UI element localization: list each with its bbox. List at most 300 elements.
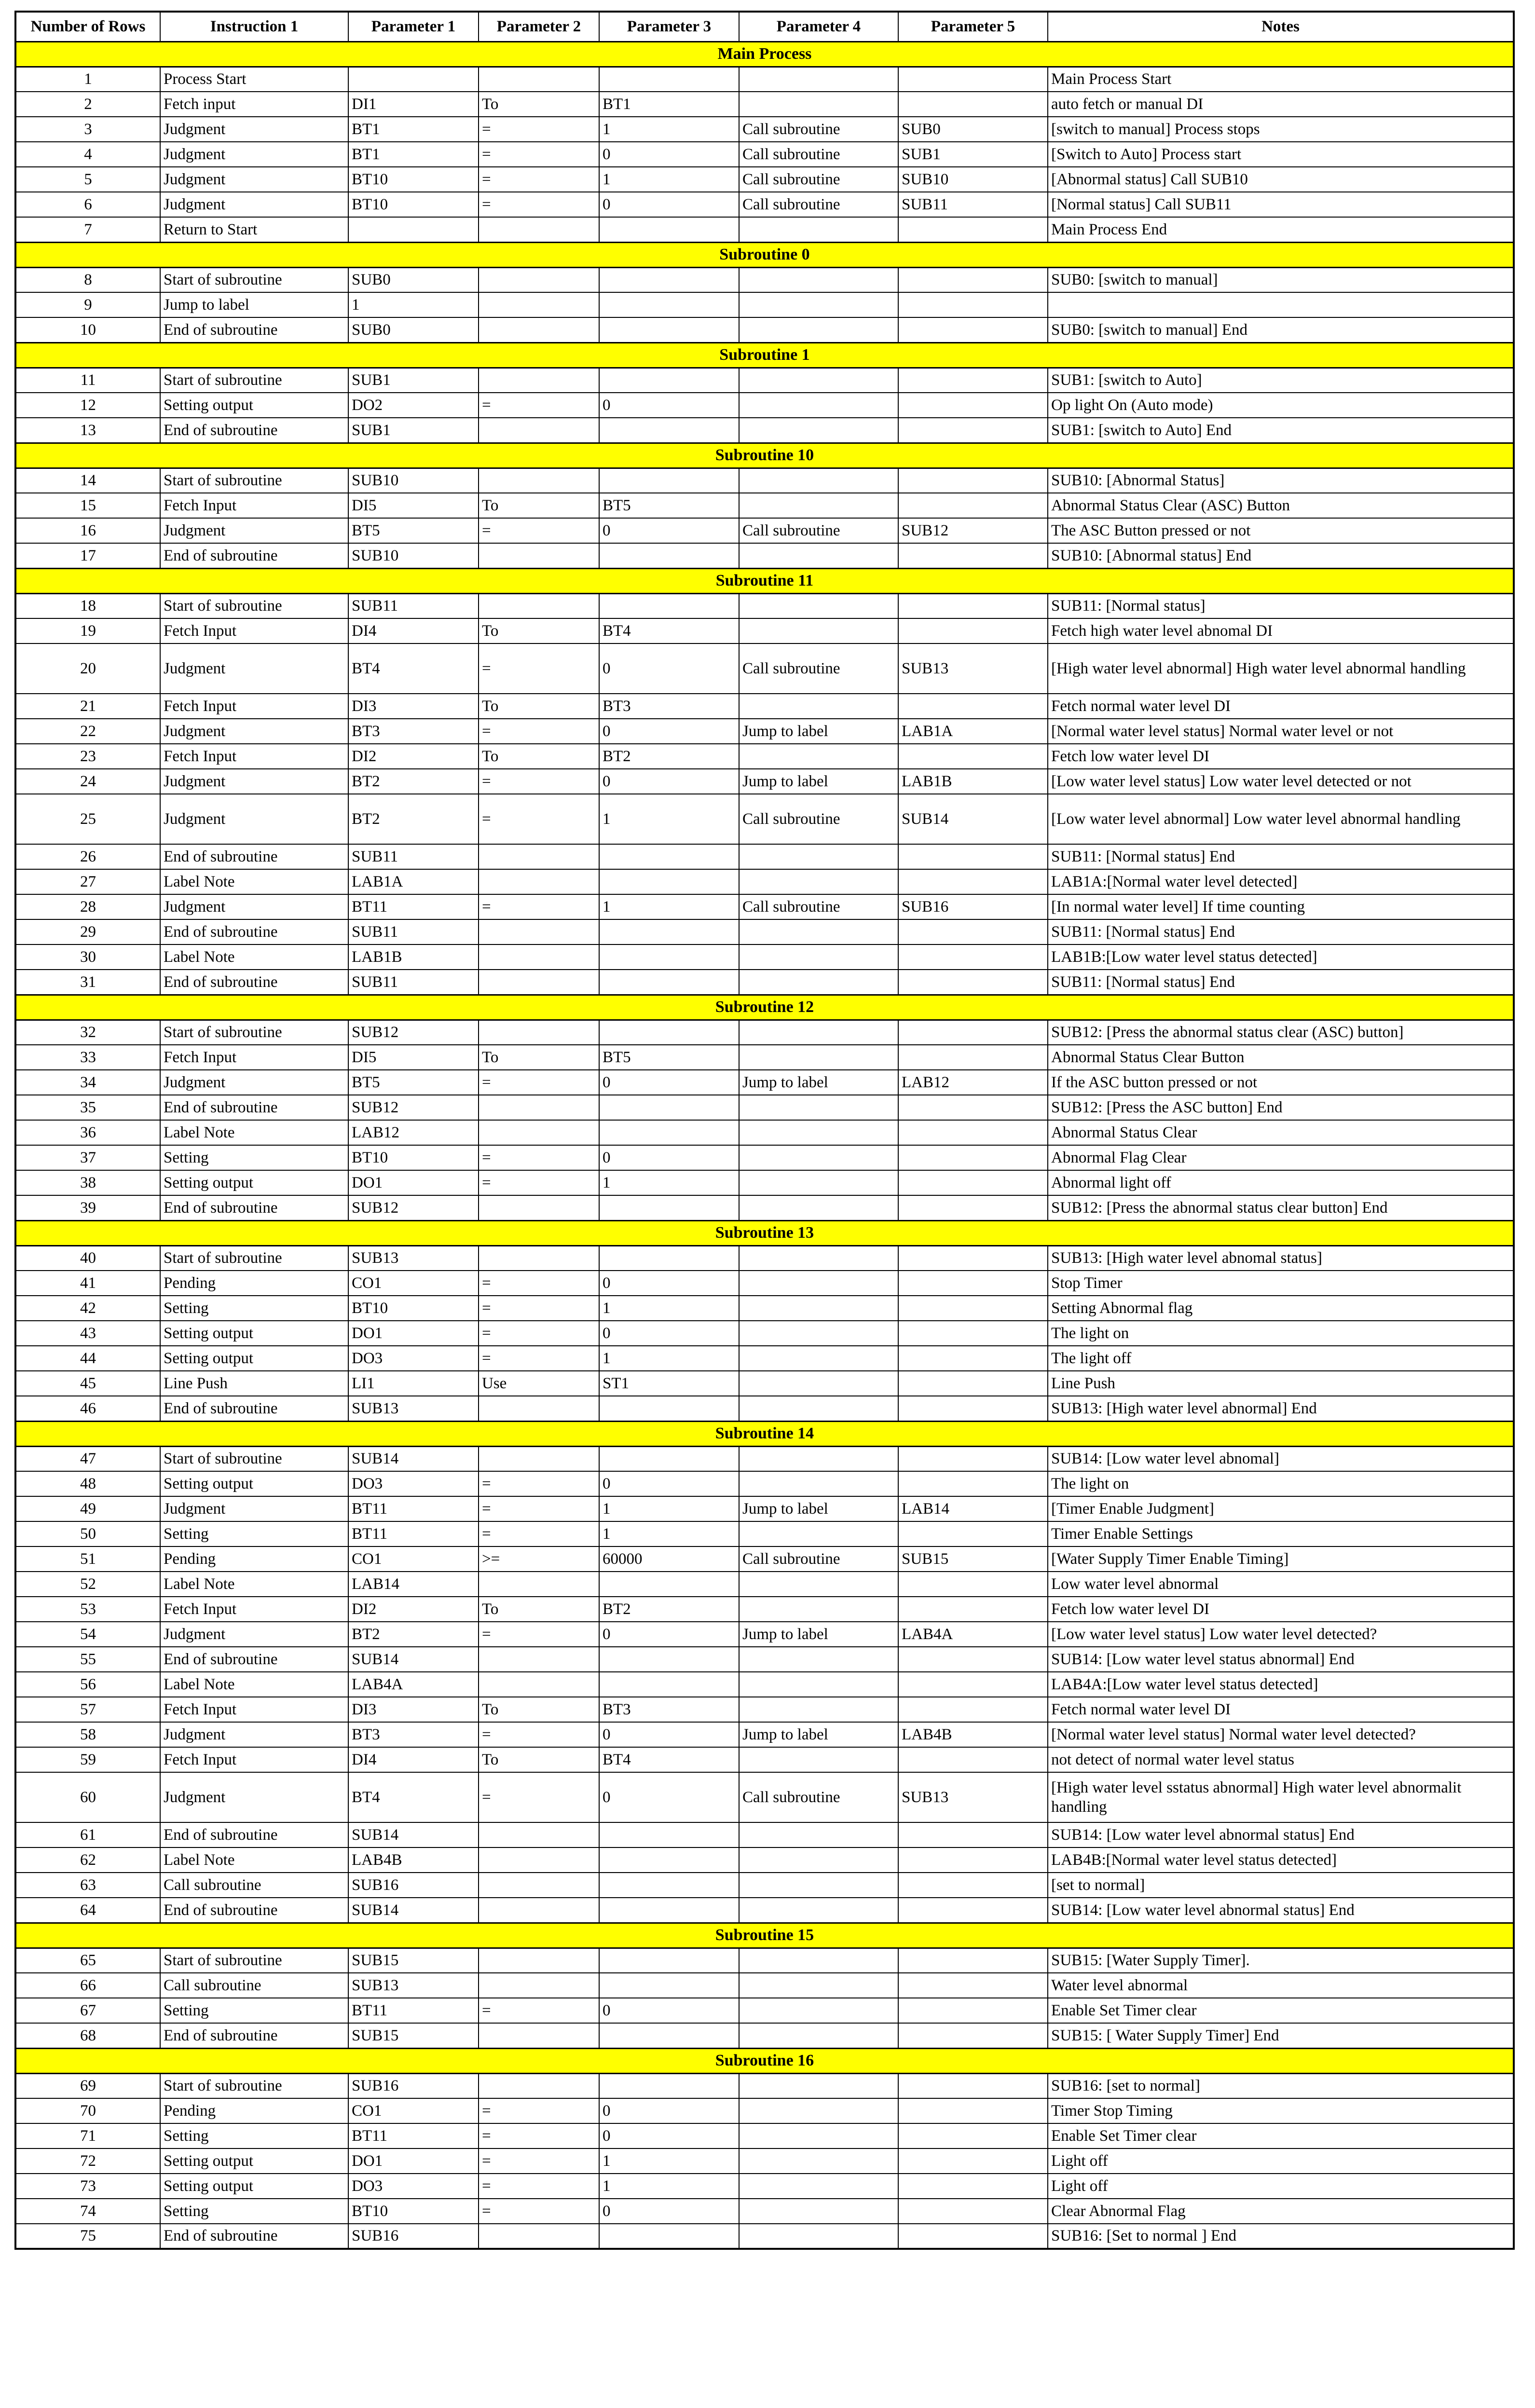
parameter-4-cell <box>739 2123 898 2148</box>
row-number-cell: 17 <box>15 543 160 568</box>
instruction-cell: Judgment <box>160 117 348 142</box>
parameter-1-cell: SUB11 <box>348 919 479 944</box>
parameter-4-cell <box>739 1296 898 1321</box>
parameter-4-cell <box>739 593 898 618</box>
table-row <box>15 1471 1514 1496</box>
row-number-cell: 52 <box>15 1572 160 1597</box>
parameter-3-cell <box>599 1245 739 1271</box>
parameter-3-cell <box>599 1847 739 1873</box>
notes-cell: Abnormal Status Clear (ASC) Button <box>1048 493 1514 518</box>
parameter-3-cell <box>599 1822 739 1847</box>
parameter-5-cell: LAB14 <box>898 1496 1048 1521</box>
notes-cell: Timer Enable Settings <box>1048 1521 1514 1546</box>
parameter-4-cell: Call subroutine <box>739 167 898 192</box>
table-row <box>15 618 1514 643</box>
table-row <box>15 317 1514 342</box>
parameter-3-cell <box>599 844 739 869</box>
parameter-3-cell: 0 <box>599 1271 739 1296</box>
section-header-row <box>15 1220 1514 1245</box>
notes-cell: SUB15: [Water Supply Timer]. <box>1048 1948 1514 1973</box>
instruction-cell: Label Note <box>160 1120 348 1145</box>
parameter-4-cell: Call subroutine <box>739 117 898 142</box>
parameter-4-cell: Call subroutine <box>739 794 898 844</box>
instruction-cell: Judgment <box>160 1496 348 1521</box>
parameter-3-cell: BT4 <box>599 618 739 643</box>
parameter-4-cell: Jump to label <box>739 1496 898 1521</box>
row-number-cell: 24 <box>15 769 160 794</box>
parameter-1-cell: SUB0 <box>348 267 479 292</box>
parameter-1-cell: DI3 <box>348 694 479 719</box>
section-header-row <box>15 1421 1514 1446</box>
instruction-cell: Fetch input <box>160 92 348 117</box>
parameter-3-cell <box>599 418 739 443</box>
notes-cell: Main Process Start <box>1048 67 1514 92</box>
instruction-cell: Setting output <box>160 393 348 418</box>
notes-cell: Timer Stop Timing <box>1048 2098 1514 2123</box>
parameter-1-cell: LAB14 <box>348 1572 479 1597</box>
parameter-5-cell: SUB1 <box>898 142 1048 167</box>
notes-cell: SUB14: [Low water level abnomal] <box>1048 1446 1514 1471</box>
instruction-cell: Pending <box>160 2098 348 2123</box>
parameter-1-cell: BT3 <box>348 1722 479 1747</box>
row-number-cell: 10 <box>15 317 160 342</box>
notes-cell: SUB11: [Normal status] <box>1048 593 1514 618</box>
instruction-cell: Fetch Input <box>160 493 348 518</box>
row-number-cell: 47 <box>15 1446 160 1471</box>
parameter-3-cell: 0 <box>599 1321 739 1346</box>
parameter-3-cell <box>599 1120 739 1145</box>
instruction-cell: Judgment <box>160 1722 348 1747</box>
parameter-2-cell <box>479 1245 599 1271</box>
parameter-2-cell: = <box>479 1722 599 1747</box>
parameter-3-cell: BT2 <box>599 744 739 769</box>
parameter-1-cell: DI4 <box>348 618 479 643</box>
column-header-parameter-4: Parameter 4 <box>739 12 898 41</box>
row-number-cell: 42 <box>15 1296 160 1321</box>
parameter-3-cell: 0 <box>599 643 739 694</box>
parameter-1-cell: LAB4B <box>348 1847 479 1873</box>
parameter-5-cell <box>898 1170 1048 1195</box>
parameter-2-cell: = <box>479 1271 599 1296</box>
row-number-cell: 14 <box>15 468 160 493</box>
notes-cell: SUB14: [Low water level abnormal status] End <box>1048 1898 1514 1923</box>
parameter-1-cell: BT11 <box>348 894 479 919</box>
parameter-3-cell <box>599 1446 739 1471</box>
parameter-2-cell <box>479 368 599 393</box>
row-number-cell: 70 <box>15 2098 160 2123</box>
parameter-4-cell <box>739 1045 898 1070</box>
table-row <box>15 1020 1514 1045</box>
parameter-3-cell: BT2 <box>599 1597 739 1622</box>
notes-cell: LAB1A:[Normal water level detected] <box>1048 869 1514 894</box>
parameter-1-cell: LI1 <box>348 1371 479 1396</box>
parameter-5-cell: LAB12 <box>898 1070 1048 1095</box>
column-header-parameter-3: Parameter 3 <box>599 12 739 41</box>
notes-cell: The ASC Button pressed or not <box>1048 518 1514 543</box>
parameter-3-cell <box>599 67 739 92</box>
table-row <box>15 1697 1514 1722</box>
notes-cell: SUB1: [switch to Auto] End <box>1048 418 1514 443</box>
parameter-4-cell <box>739 92 898 117</box>
parameter-1-cell: BT5 <box>348 1070 479 1095</box>
instruction-cell: Label Note <box>160 1847 348 1873</box>
parameter-1-cell: SUB16 <box>348 2073 479 2098</box>
parameter-2-cell: Use <box>479 1371 599 1396</box>
parameter-5-cell <box>898 1672 1048 1697</box>
parameter-2-cell: = <box>479 192 599 217</box>
section-header-row <box>15 242 1514 267</box>
table-row <box>15 1572 1514 1597</box>
parameter-1-cell: SUB14 <box>348 1898 479 1923</box>
parameter-4-cell <box>739 1898 898 1923</box>
row-number-cell: 66 <box>15 1973 160 1998</box>
row-number-cell: 20 <box>15 643 160 694</box>
parameter-3-cell: 1 <box>599 1346 739 1371</box>
parameter-1-cell: BT2 <box>348 1622 479 1647</box>
row-number-cell: 74 <box>15 2199 160 2224</box>
table-row <box>15 1195 1514 1220</box>
parameter-5-cell <box>898 618 1048 643</box>
parameter-3-cell: 0 <box>599 2098 739 2123</box>
parameter-3-cell <box>599 1873 739 1898</box>
parameter-2-cell: = <box>479 1296 599 1321</box>
instruction-cell: Judgment <box>160 794 348 844</box>
parameter-5-cell <box>898 1245 1048 1271</box>
table-row <box>15 1822 1514 1847</box>
instruction-cell: Setting output <box>160 1471 348 1496</box>
parameter-3-cell <box>599 1396 739 1421</box>
parameter-2-cell <box>479 1948 599 1973</box>
parameter-1-cell: SUB14 <box>348 1647 479 1672</box>
instruction-cell: Jump to label <box>160 292 348 317</box>
parameter-5-cell <box>898 1296 1048 1321</box>
parameter-5-cell <box>898 1371 1048 1396</box>
parameter-2-cell: To <box>479 1045 599 1070</box>
instruction-cell: Setting <box>160 1296 348 1321</box>
parameter-1-cell: SUB1 <box>348 368 479 393</box>
notes-cell: Fetch high water level abnomal DI <box>1048 618 1514 643</box>
parameter-5-cell <box>898 1998 1048 2023</box>
instruction-cell: Setting <box>160 2123 348 2148</box>
parameter-3-cell: 0 <box>599 2199 739 2224</box>
table-row <box>15 167 1514 192</box>
parameter-1-cell: SUB12 <box>348 1095 479 1120</box>
parameter-1-cell: LAB12 <box>348 1120 479 1145</box>
notes-cell: SUB12: [Press the abnormal status clear button] End <box>1048 1195 1514 1220</box>
parameter-1-cell: BT4 <box>348 643 479 694</box>
parameter-4-cell <box>739 2224 898 2249</box>
parameter-2-cell <box>479 2224 599 2249</box>
table-row <box>15 694 1514 719</box>
parameter-5-cell <box>898 2073 1048 2098</box>
parameter-4-cell <box>739 2174 898 2199</box>
parameter-4-cell <box>739 1271 898 1296</box>
parameter-2-cell: To <box>479 1697 599 1722</box>
parameter-5-cell <box>898 267 1048 292</box>
parameter-4-cell <box>739 618 898 643</box>
parameter-1-cell: BT10 <box>348 1296 479 1321</box>
notes-cell: LAB4B:[Normal water level status detected] <box>1048 1847 1514 1873</box>
instruction-cell: Setting output <box>160 1170 348 1195</box>
parameter-3-cell <box>599 919 739 944</box>
parameter-2-cell: = <box>479 1998 599 2023</box>
parameter-3-cell: 0 <box>599 719 739 744</box>
parameter-3-cell <box>599 317 739 342</box>
parameter-2-cell: = <box>479 2174 599 2199</box>
parameter-5-cell <box>898 368 1048 393</box>
notes-cell: [Normal status] Call SUB11 <box>1048 192 1514 217</box>
notes-cell: [switch to manual] Process stops <box>1048 117 1514 142</box>
row-number-cell: 71 <box>15 2123 160 2148</box>
instruction-cell: End of subroutine <box>160 1898 348 1923</box>
parameter-3-cell <box>599 1672 739 1697</box>
parameter-2-cell <box>479 919 599 944</box>
notes-cell: SUB1: [switch to Auto] <box>1048 368 1514 393</box>
parameter-5-cell <box>898 67 1048 92</box>
row-number-cell: 49 <box>15 1496 160 1521</box>
notes-cell: The light off <box>1048 1346 1514 1371</box>
parameter-4-cell: Jump to label <box>739 1622 898 1647</box>
parameter-2-cell <box>479 970 599 995</box>
column-header-parameter-5: Parameter 5 <box>898 12 1048 41</box>
table-row <box>15 217 1514 242</box>
section-title: Subroutine 15 <box>15 1923 1514 1948</box>
table-row <box>15 1973 1514 1998</box>
parameter-5-cell: LAB4B <box>898 1722 1048 1747</box>
row-number-cell: 73 <box>15 2174 160 2199</box>
instruction-cell: Setting output <box>160 2148 348 2174</box>
notes-cell: Fetch low water level DI <box>1048 744 1514 769</box>
parameter-5-cell <box>898 493 1048 518</box>
parameter-2-cell: To <box>479 694 599 719</box>
table-row <box>15 719 1514 744</box>
parameter-3-cell <box>599 944 739 970</box>
table-header <box>15 12 1514 41</box>
parameter-4-cell <box>739 418 898 443</box>
parameter-2-cell <box>479 1647 599 1672</box>
instruction-cell: Judgment <box>160 643 348 694</box>
row-number-cell: 32 <box>15 1020 160 1045</box>
parameter-2-cell: To <box>479 92 599 117</box>
parameter-1-cell: DO3 <box>348 1346 479 1371</box>
notes-cell: [High water level sstatus abnormal] High water level abnormalit handling <box>1048 1772 1514 1822</box>
parameter-1-cell: SUB14 <box>348 1446 479 1471</box>
notes-cell: SUB13: [High water level abnomal status] <box>1048 1245 1514 1271</box>
instruction-cell: Setting <box>160 1521 348 1546</box>
instruction-cell: Start of subroutine <box>160 1446 348 1471</box>
parameter-5-cell <box>898 1396 1048 1421</box>
notes-cell: auto fetch or manual DI <box>1048 92 1514 117</box>
parameter-3-cell <box>599 468 739 493</box>
instruction-cell: Start of subroutine <box>160 2073 348 2098</box>
table-row <box>15 844 1514 869</box>
parameter-1-cell: SUB13 <box>348 1396 479 1421</box>
instruction-cell: End of subroutine <box>160 1195 348 1220</box>
row-number-cell: 72 <box>15 2148 160 2174</box>
parameter-3-cell: 1 <box>599 1521 739 1546</box>
section-title: Subroutine 10 <box>15 443 1514 468</box>
parameter-4-cell <box>739 1446 898 1471</box>
parameter-1-cell: SUB10 <box>348 468 479 493</box>
parameter-3-cell: 1 <box>599 2174 739 2199</box>
row-number-cell: 50 <box>15 1521 160 1546</box>
parameter-2-cell: To <box>479 618 599 643</box>
row-number-cell: 1 <box>15 67 160 92</box>
instruction-cell: Setting output <box>160 2174 348 2199</box>
parameter-5-cell <box>898 1321 1048 1346</box>
parameter-1-cell: DI1 <box>348 92 479 117</box>
instruction-cell: Pending <box>160 1546 348 1572</box>
row-number-cell: 58 <box>15 1722 160 1747</box>
parameter-4-cell <box>739 1647 898 1672</box>
table-row <box>15 468 1514 493</box>
notes-cell: Light off <box>1048 2174 1514 2199</box>
table-row <box>15 142 1514 167</box>
instruction-cell: Fetch Input <box>160 1045 348 1070</box>
section-title: Subroutine 11 <box>15 568 1514 593</box>
instruction-cell: End of subroutine <box>160 1822 348 1847</box>
parameter-1-cell: LAB1A <box>348 869 479 894</box>
instruction-cell: Fetch Input <box>160 1597 348 1622</box>
parameter-5-cell <box>898 418 1048 443</box>
notes-cell: Main Process End <box>1048 217 1514 242</box>
table-row <box>15 944 1514 970</box>
notes-cell: Abnormal light off <box>1048 1170 1514 1195</box>
notes-cell: SUB11: [Normal status] End <box>1048 970 1514 995</box>
parameter-1-cell: BT3 <box>348 719 479 744</box>
section-title: Main Process <box>15 41 1514 67</box>
parameter-2-cell: = <box>479 1622 599 1647</box>
parameter-3-cell: BT4 <box>599 1747 739 1772</box>
instruction-cell: Judgment <box>160 1070 348 1095</box>
parameter-3-cell: BT5 <box>599 493 739 518</box>
row-number-cell: 12 <box>15 393 160 418</box>
parameter-3-cell: 0 <box>599 2123 739 2148</box>
row-number-cell: 4 <box>15 142 160 167</box>
row-number-cell: 28 <box>15 894 160 919</box>
parameter-5-cell <box>898 919 1048 944</box>
table-row <box>15 869 1514 894</box>
parameter-2-cell <box>479 1095 599 1120</box>
parameter-3-cell: 1 <box>599 167 739 192</box>
notes-cell: Fetch low water level DI <box>1048 1597 1514 1622</box>
notes-cell: [High water level abnormal] High water level abnormal handling <box>1048 643 1514 694</box>
parameter-5-cell <box>898 1747 1048 1772</box>
table-row <box>15 2073 1514 2098</box>
row-number-cell: 68 <box>15 2023 160 2048</box>
table-row <box>15 1647 1514 1672</box>
parameter-4-cell <box>739 2148 898 2174</box>
row-number-cell: 26 <box>15 844 160 869</box>
parameter-2-cell <box>479 217 599 242</box>
parameter-2-cell: = <box>479 1070 599 1095</box>
instruction-cell: End of subroutine <box>160 317 348 342</box>
row-number-cell: 19 <box>15 618 160 643</box>
parameter-4-cell <box>739 317 898 342</box>
parameter-3-cell <box>599 543 739 568</box>
table-row <box>15 2199 1514 2224</box>
parameter-5-cell: LAB4A <box>898 1622 1048 1647</box>
notes-cell: SUB10: [Abnormal Status] <box>1048 468 1514 493</box>
parameter-5-cell: LAB1A <box>898 719 1048 744</box>
table-row <box>15 643 1514 694</box>
notes-cell: Clear Abnormal Flag <box>1048 2199 1514 2224</box>
row-number-cell: 35 <box>15 1095 160 1120</box>
instruction-cell: Judgment <box>160 1772 348 1822</box>
parameter-1-cell: BT10 <box>348 2199 479 2224</box>
parameter-5-cell: SUB16 <box>898 894 1048 919</box>
parameter-1-cell <box>348 217 479 242</box>
parameter-5-cell <box>898 694 1048 719</box>
row-number-cell: 60 <box>15 1772 160 1822</box>
parameter-4-cell <box>739 1145 898 1170</box>
instruction-cell: Label Note <box>160 944 348 970</box>
instruction-cell: Fetch Input <box>160 1697 348 1722</box>
table-row <box>15 769 1514 794</box>
parameter-4-cell <box>739 2199 898 2224</box>
parameter-1-cell: SUB10 <box>348 543 479 568</box>
parameter-2-cell <box>479 67 599 92</box>
parameter-2-cell <box>479 468 599 493</box>
instruction-cell: Setting <box>160 1998 348 2023</box>
parameter-5-cell <box>898 543 1048 568</box>
row-number-cell: 7 <box>15 217 160 242</box>
parameter-5-cell: SUB13 <box>898 643 1048 694</box>
instruction-cell: End of subroutine <box>160 970 348 995</box>
parameter-5-cell: SUB12 <box>898 518 1048 543</box>
notes-cell: SUB13: [High water level abnormal] End <box>1048 1396 1514 1421</box>
notes-cell: SUB16: [set to normal] <box>1048 2073 1514 2098</box>
instruction-cell: Fetch Input <box>160 1747 348 1772</box>
notes-cell: [Abnormal status] Call SUB10 <box>1048 167 1514 192</box>
row-number-cell: 29 <box>15 919 160 944</box>
instruction-cell: End of subroutine <box>160 418 348 443</box>
parameter-1-cell: SUB13 <box>348 1973 479 1998</box>
parameter-4-cell <box>739 2098 898 2123</box>
notes-cell: [Low water level status] Low water level detected or not <box>1048 769 1514 794</box>
parameter-4-cell <box>739 944 898 970</box>
table-row <box>15 1145 1514 1170</box>
column-header-instruction-1: Instruction 1 <box>160 12 348 41</box>
parameter-2-cell <box>479 1195 599 1220</box>
parameter-4-cell <box>739 1672 898 1697</box>
parameter-5-cell <box>898 1020 1048 1045</box>
instruction-cell: Judgment <box>160 894 348 919</box>
instruction-cell: Process Start <box>160 67 348 92</box>
parameter-3-cell: BT3 <box>599 694 739 719</box>
parameter-4-cell <box>739 67 898 92</box>
parameter-4-cell <box>739 1747 898 1772</box>
parameter-3-cell <box>599 2224 739 2249</box>
table-row <box>15 593 1514 618</box>
parameter-5-cell <box>898 2199 1048 2224</box>
parameter-3-cell: 0 <box>599 1145 739 1170</box>
notes-cell: Stop Timer <box>1048 1271 1514 1296</box>
parameter-4-cell <box>739 1245 898 1271</box>
column-header-number-of-rows: Number of Rows <box>15 12 160 41</box>
row-number-cell: 15 <box>15 493 160 518</box>
parameter-3-cell <box>599 1195 739 1220</box>
notes-cell: Water level abnormal <box>1048 1973 1514 1998</box>
row-number-cell: 55 <box>15 1647 160 1672</box>
notes-cell: LAB1B:[Low water level status detected] <box>1048 944 1514 970</box>
instruction-cell: Call subroutine <box>160 1973 348 1998</box>
instruction-cell: Fetch Input <box>160 744 348 769</box>
parameter-3-cell: 0 <box>599 192 739 217</box>
section-header-row <box>15 342 1514 368</box>
instruction-cell: Judgment <box>160 1622 348 1647</box>
parameter-2-cell <box>479 1446 599 1471</box>
